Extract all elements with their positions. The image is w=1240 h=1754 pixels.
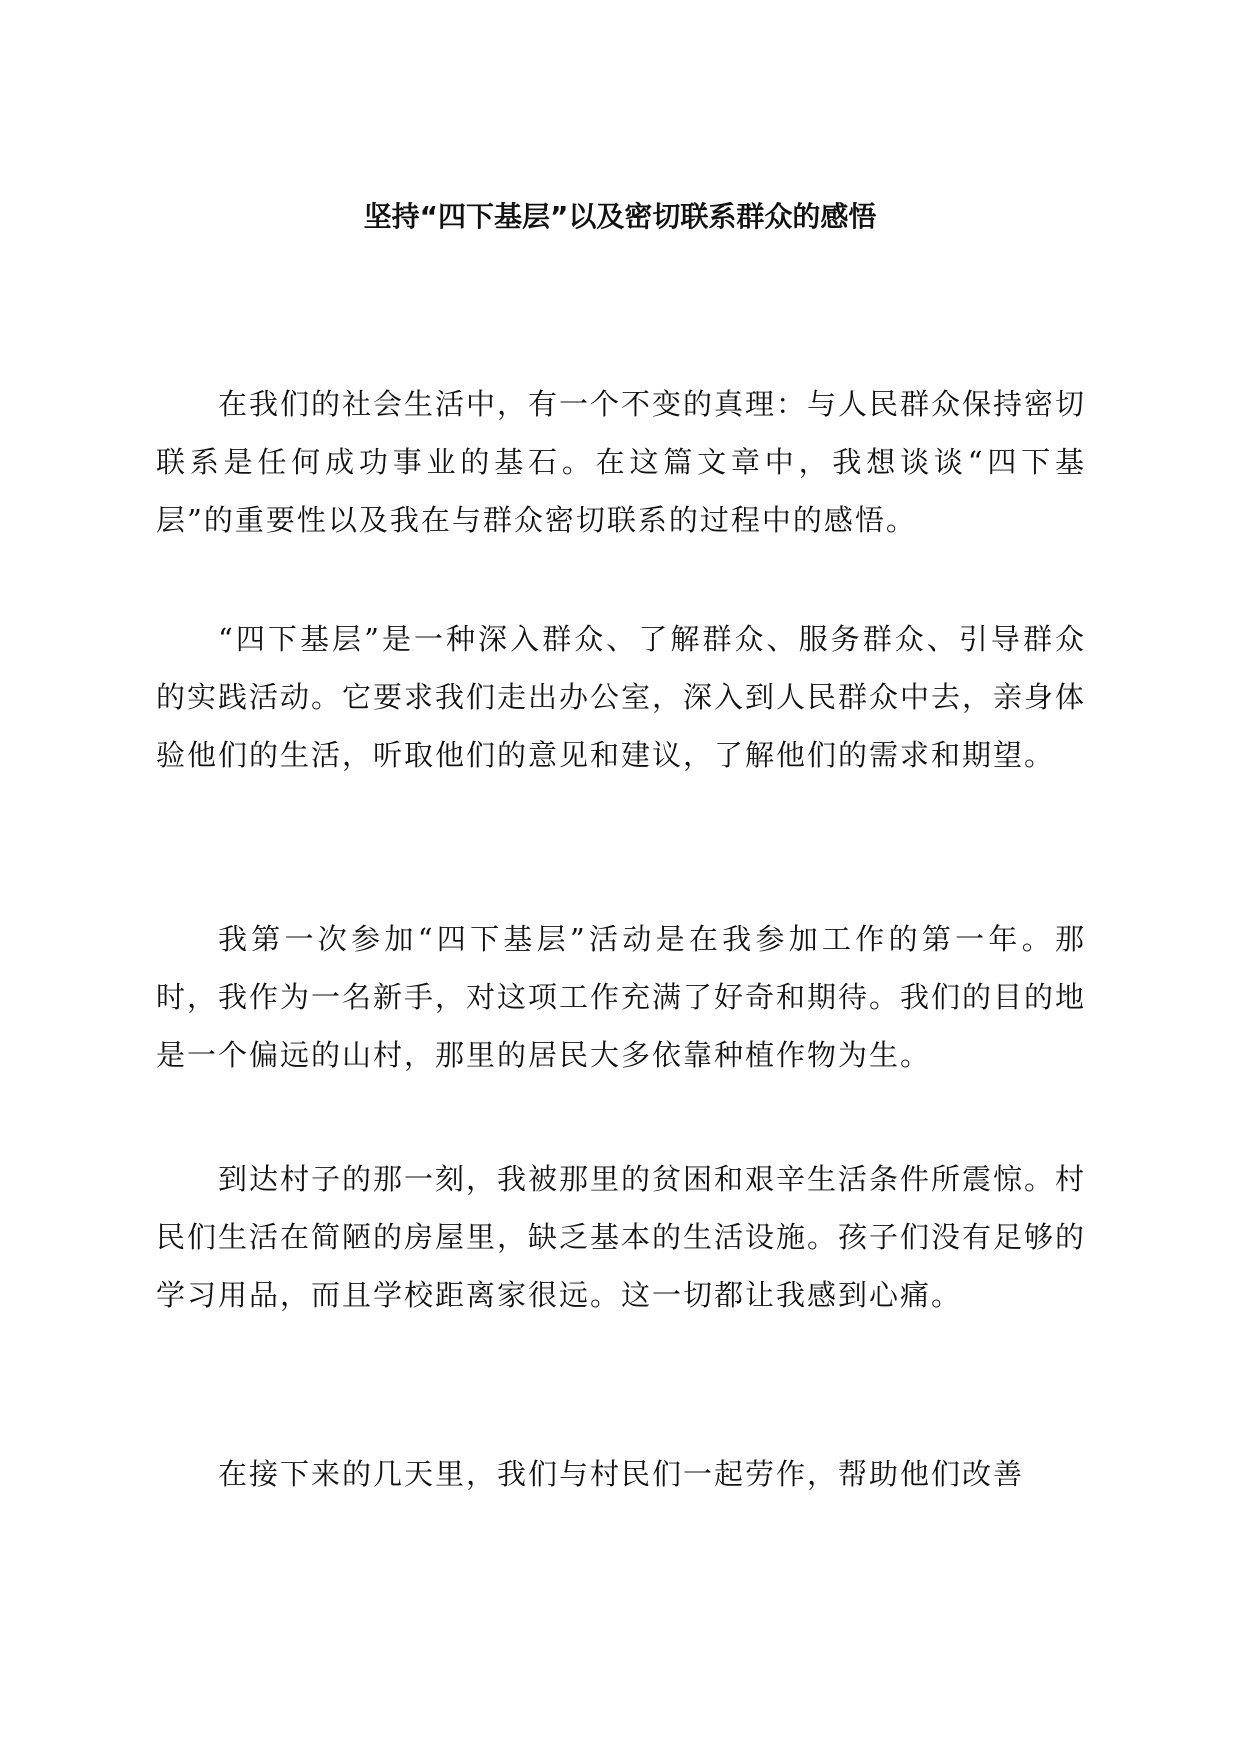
- document-title: 坚持“四下基层”以及密切联系群众的感悟: [363, 200, 877, 233]
- paragraph-3: 我第一次参加“四下基层”活动是在我参加工作的第一年。那时，我作为一名新手，对这项工作充满了好奇和期待。我们的目的地是一个偏远的山村，那里的居民大多依靠种植作物为生。: [156, 922, 1087, 1072]
- paragraph-4: 到达村子的那一刻，我被那里的贫困和艰辛生活条件所震惊。村民们生活在简陋的房屋里，缺乏基本的生活设施。孩子们没有足够的学习用品，而且学校距离家很远。这一切都让我感到心痛。: [156, 1162, 1087, 1312]
- paragraph-5: 在接下来的几天里，我们与村民们一起劳作，帮助他们改善: [218, 1457, 1025, 1491]
- paragraph-2: “四下基层”是一种深入群众、了解群众、服务群众、引导群众的实践活动。它要求我们走出办公室，深入到人民群众中去，亲身体验他们的生活，听取他们的意见和建议，了解他们的需求和期望。: [156, 622, 1087, 772]
- paragraph-1: 在我们的社会生活中，有一个不变的真理：与人民群众保持密切联系是任何成功事业的基石。在这篇文章中，我想谈谈“四下基层”的重要性以及我在与群众密切联系的过程中的感悟。: [156, 387, 1087, 537]
